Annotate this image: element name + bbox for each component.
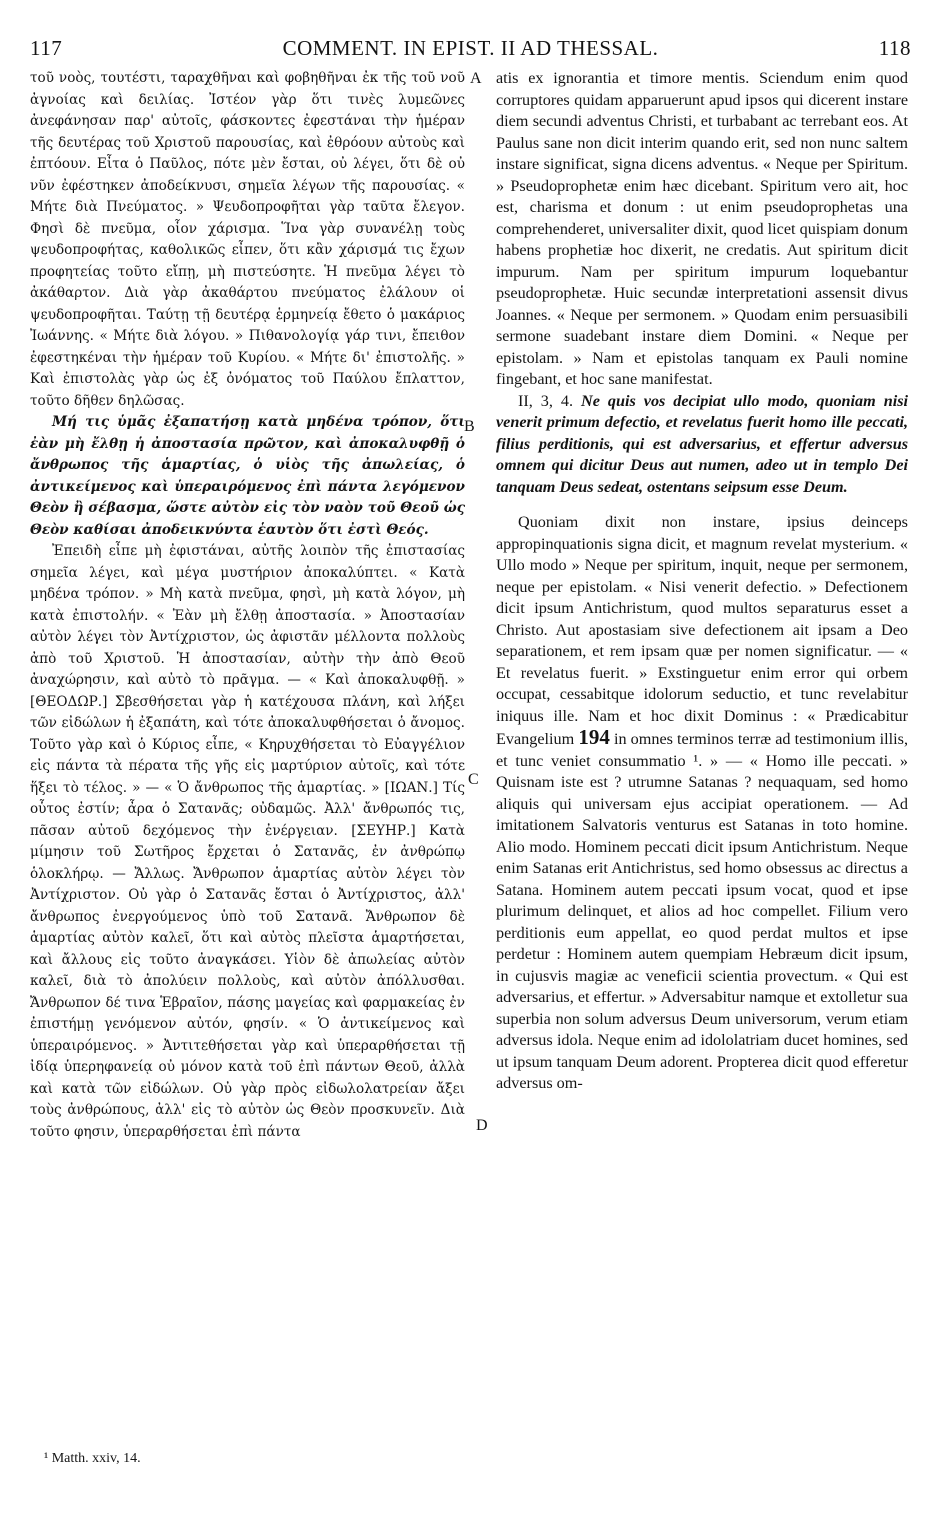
latin-column: [496, 68, 908, 1095]
latin-paragraph-2: [496, 512, 908, 1095]
latin-paragraph-1: atis ex ignorantia et timore mentis. Sciendum enim quod corruptores quidam apparuerunt apud ipsos qui dicerent instare diem secundi adventus Christi, et turbabant ac terrebant eos. At Paulus sane non dicit interim quando erit, sed non nunc saltem instare significat, signa dicens adventus. « Neque per Spiritum. » Pseudoprophetæ enim hæc dicebant. Spiritum vero ait, hoc est, charisma et donum : ut enim pseudoprophetas una comprehenderet, universaliter dixit, quod licet quispiam donum habens prophetiæ hoc dixerit, ne credatis. Aut spiritum dicit impurum. Nam per spiritum impurum loquebantur pseudoprophetæ. Huic secundæ interpretationi assensit divus Joannes. « Neque per sermonem. » Quodam enim persuasibili sermone suadebant instare diem Domini. « Neque per epistolam. » Nam et epistolas tanquam ex Pauli nomine fingebant, et hoc sane manifestat.: [496, 69, 908, 388]
latin-lemma-text: Ne quis vos decipiat ullo modo, quoniam nisi venerit primum defectio, et revelatus fuerit homo ille peccati, filius perditionis, qui est adversarius, et effertur adversus omnem qui dicitur Deus aut numen, adeo ut in templo Dei tanquam Deus sedeat, ostentans seipsum esse Deum.: [496, 391, 909, 496]
latin-lemma-reference: II, 3, 4.: [518, 391, 574, 410]
latin-lemma: [496, 391, 908, 499]
margin-letter-a: A: [470, 70, 482, 87]
margin-letter-b: B: [464, 418, 475, 435]
greek-paragraph-2: Ἐπειδὴ εἶπε μὴ ἐφιστάναι, αὐτῆς λοιπὸν τῆς ἐπιστασίας σημεῖα λέγει, καὶ μέγα μυστήριον ἀποκαλύπτει. « Κατὰ μηδένα τρόπον. » Μὴ κατὰ πνεῦμα, φησὶ, μὴ κατὰ λόγον, μὴ κατὰ ἐπιστολήν. « Ἐὰν μὴ ἔλθῃ ἀποστασία. » Ἀποστασίαν αὐτὸν λέγει τὸν Ἀντίχριστον, ὡς ἀφιστᾶν μέλλοντα πολλοὺς ἀπὸ τοῦ Χριστοῦ. Ἡ ἀποστασίαν, αὐτὴν τὴν ἀπὸ Θεοῦ ἀναχώρησιν, καὶ αὐτὸ τὸ πρᾶγμα. — « Καὶ ἀποκαλυφθῇ. » [ΘΕΟΔΩΡ.] Σβεσθήσεται γὰρ ἡ κατέχουσα πλάνη, καὶ λήξει τῶν εἰδώλων ἡ ἐξαπάτη, καὶ τότε ἀποκαλυφθήσεται ὁ ἄνομος. Τοῦτο γὰρ καὶ ὁ Κύριος εἶπε, « Κηρυχθήσεται τὸ Εὐαγγέλιον εἰς πάντα τὰ πέρατα τῆς γῆς εἰς μαρτύριον αὐτοῖς, καὶ τότε ἥξει τὸ τέλος. » — « Ὁ ἄνθρωπος τῆς ἁμαρτίας. » [ΙΩΑΝ.] Τίς οὗτος ἐστίν; ἆρα ὁ Σατανᾶς; οὐδαμῶς. Ἀλλ' ἄνθρωπός τις, πᾶσαν αὐτοῦ δεχόμενος τὴν ἐνέργειαν. [ΣΕΥΗΡ.] Κατὰ μίμησιν τοῦ Σωτῆρος ἔρχεται ὁ Σατανᾶς, ἐν ἀνθρώπῳ ὁλοκλήρῳ. — Ἄλλως. Ἄνθρωπον ἁμαρτίας αὐτὸν λέγει τὸν Ἀντίχριστον. Οὐ γὰρ ὁ Σατανᾶς ἔσται ὁ Ἀντίχριστος, ἀλλ' ἄνθρωπος ἐνεργούμενος ὑπὸ τοῦ Σατανᾶ. Ἄνθρωπον δὲ ἁμαρτίας αὐτὸν καλεῖ, ὅτι καὶ αὐτὸς πλεῖστα ἁμαρτήσεται, καὶ ἄλλους εἰς τοῦτο ἀναγκάσει. Υἱὸν δὲ ἀπωλείας αὐτὸν καλεῖ, διὰ τὸ ἀπολύειν πολλοὺς, καὶ αὐτὸν ἀπόλλυσθαι. Ἄνθρωπον δέ τινα Ἑβραῖον, πάσης μαγείας καὶ φαρμακείας ἐν ἐπιστήμῃ γενόμενον αὐτόν, φησίν. « Ὁ ἀντικείμενος καὶ ὑπεραιρόμενος. » Ἀντιτεθήσεται γὰρ καὶ ὑπεραρθήσεται τῇ ἰδίᾳ ὑπερηφανείᾳ οὐ μόνον κατὰ τοῦ ἐπὶ πάντων Θεοῦ, ἀλλὰ καὶ κατὰ τῶν εἰδώλων. Οὐ γὰρ πρὸς εἰδωλολατρείαν ἄξει τοὺς ἀνθρώπους, ἀλλ' εἰς τὸ αὐτὸν ὡς Θεὸν προσκυνεῖν. Διὰ τοῦτο φησιν, ὑπεραρθήσεται ἐπὶ πάντα: [30, 543, 465, 1140]
margin-letter-d: D: [476, 1117, 488, 1134]
running-header: [30, 30, 911, 64]
latin-paragraph-2-part-1: Quoniam dixit non instare, ipsius deinceps appropinquationis signa dicit, et magnum revelat mysterium. « Ullo modo » Neque per spiritum, inquit, neque per sermonem, neque per epistolam. « Nisi venerit defectio. » Defectionem dicit ipsum Antichristum, quod multos separaturus esset a Christo. Aut apostasiam sive defectionem ait ipsam a Deo separationem, et rem ipsam quæ per nomen significatur. — « Et revelatus fuerit. » Exstinguetur enim error qui orbem occupat, cessabitque idolorum seductio, et tunc revelabitur iniquus ille. Nam et hoc dixit Dominus : « Prædicabitur Evangelium: [496, 513, 908, 748]
greek-lemma: Μή τις ὑμᾶς ἐξαπατήσῃ κατὰ μηδένα τρόπον, ὅτι ἐὰν μὴ ἔλθῃ ἡ ἀποστασία πρῶτον, καὶ ἀποκαλυφθῇ ὁ ἄνθρωπος τῆς ἁμαρτίας, ὁ υἱὸς τῆς ἀπωλείας, ὁ ἀντικείμενος καὶ ὑπεραιρόμενος ἐπὶ πάντα λεγόμενον Θεὸν ἢ σέβασμα, ὥστε αὐτὸν εἰς τὸν ναὸν τοῦ Θεοῦ ὡς Θεὸν καθίσαι ἀποδεικνύντα ἑαυτὸν ὅτι ἐστὶ Θεός.: [30, 414, 465, 538]
margin-letter-c: C: [468, 771, 479, 788]
latin-paragraph-2-part-2: in omnes terminos terræ ad testimonium illis, et tunc veniet consummatio ¹. » — « Homo ille peccati. » Quisnam iste est ? utrumne Satanas ? nequaquam, sed homo aliquis qui universam ejus accipiat operationem. — Ad imitationem Salvatoris venturus est Satanas in toto homine. Alio modo. Hominem peccati dicit ipsum Antichristum. Neque enim Satanas erit Antichristus, sed homo obsessus ac directus a Satana. Hominem autem peccati ipsum vocat, quod et ipse plurimum delinquet, et alios ad hoc compellet. Filium vero perditionis eum appellat, eo quod perdat multos et ipse perdetur : Hominem autem quempiam Hebræum dicit ipsum, in cujusvis magiæ ac veneficii scientia provectum. « Qui est adversarius, et effertur. » Adversabitur namque et extolletur sua superbia non solum adversus Deum universorum, verum etiam adversus idola. Neque enim ad idololatriam ducet homines, sed ut ipsum tanquam Deum adorent. Propterea dicit quod efferetur adversus om-: [496, 730, 908, 1092]
greek-column: [30, 68, 465, 1143]
page-number-left: 117: [30, 36, 63, 60]
marginal-number: 194: [578, 725, 610, 749]
page-number-right: 118: [878, 36, 911, 60]
greek-paragraph-1: τοῦ νοὸς, τουτέστι, ταραχθῆναι καὶ φοβηθῆναι ἐκ τῆς τοῦ νοῦ ἀγνοίας καὶ δειλίας. Ἰστέον γὰρ ὅτι τινὲς λυμεῶνες ἀνεφάνησαν παρ' αὐτοῖς, φάσκοντες ἐφεστάναι τὴν ἡμέραν τῆς δευτέρας τοῦ Χριστοῦ παρουσίας, καὶ ἐθρόουν αὐτοὺς καὶ ἐπτόουν. Εἶτα ὁ Παῦλος, πότε μὲν ἔσται, οὐ λέγει, ὅτι δὲ οὐ νῦν ἐφέστηκεν ἀποδείκνυσι, σημεῖα λέγων τῆς παρουσίας. « Μήτε διὰ Πνεύματος. » Ψευδοπροφῆται γὰρ ταῦτα ἔλεγον. Φησὶ δὲ πνεῦμα, οἷον χάρισμα. Ἵνα γὰρ συνανέλῃ τοὺς ψευδοπροφήτας, καθολικῶς εἶπεν, ὅτι κἂν χάρισμά τις ἔχων προφητείας τοῦτο εἴπῃ, μὴ πιστεύσητε. Ἡ πνεῦμα λέγει τὸ ἀκάθαρτον. Διὰ γὰρ ἀκαθάρτου πνεύματος ἐλάλουν οἱ ψευδοπροφῆται. Ταύτῃ τῇ δευτέρᾳ ἑρμηνείᾳ ἔθετο ὁ μακάριος Ἰωάννης. « Μήτε διὰ λόγου. » Πιθανολογίᾳ γάρ τινι, ἔπειθον ἐφεστηκέναι τὴν ἡμέραν τοῦ Κυρίου. « Μήτε δι' ἐπιστολῆς. » Καὶ ἐπιστολὰς γὰρ ὡς ἐξ ὀνόματος τοῦ Παύλου ἔπλαττον, τοῦτο δῆθεν δηλῶσας.: [30, 70, 465, 409]
footnote: ¹ Matth. xxiv, 14.: [44, 1451, 141, 1466]
running-title: COMMENT. IN EPIST. II AD THESSAL.: [282, 36, 659, 60]
